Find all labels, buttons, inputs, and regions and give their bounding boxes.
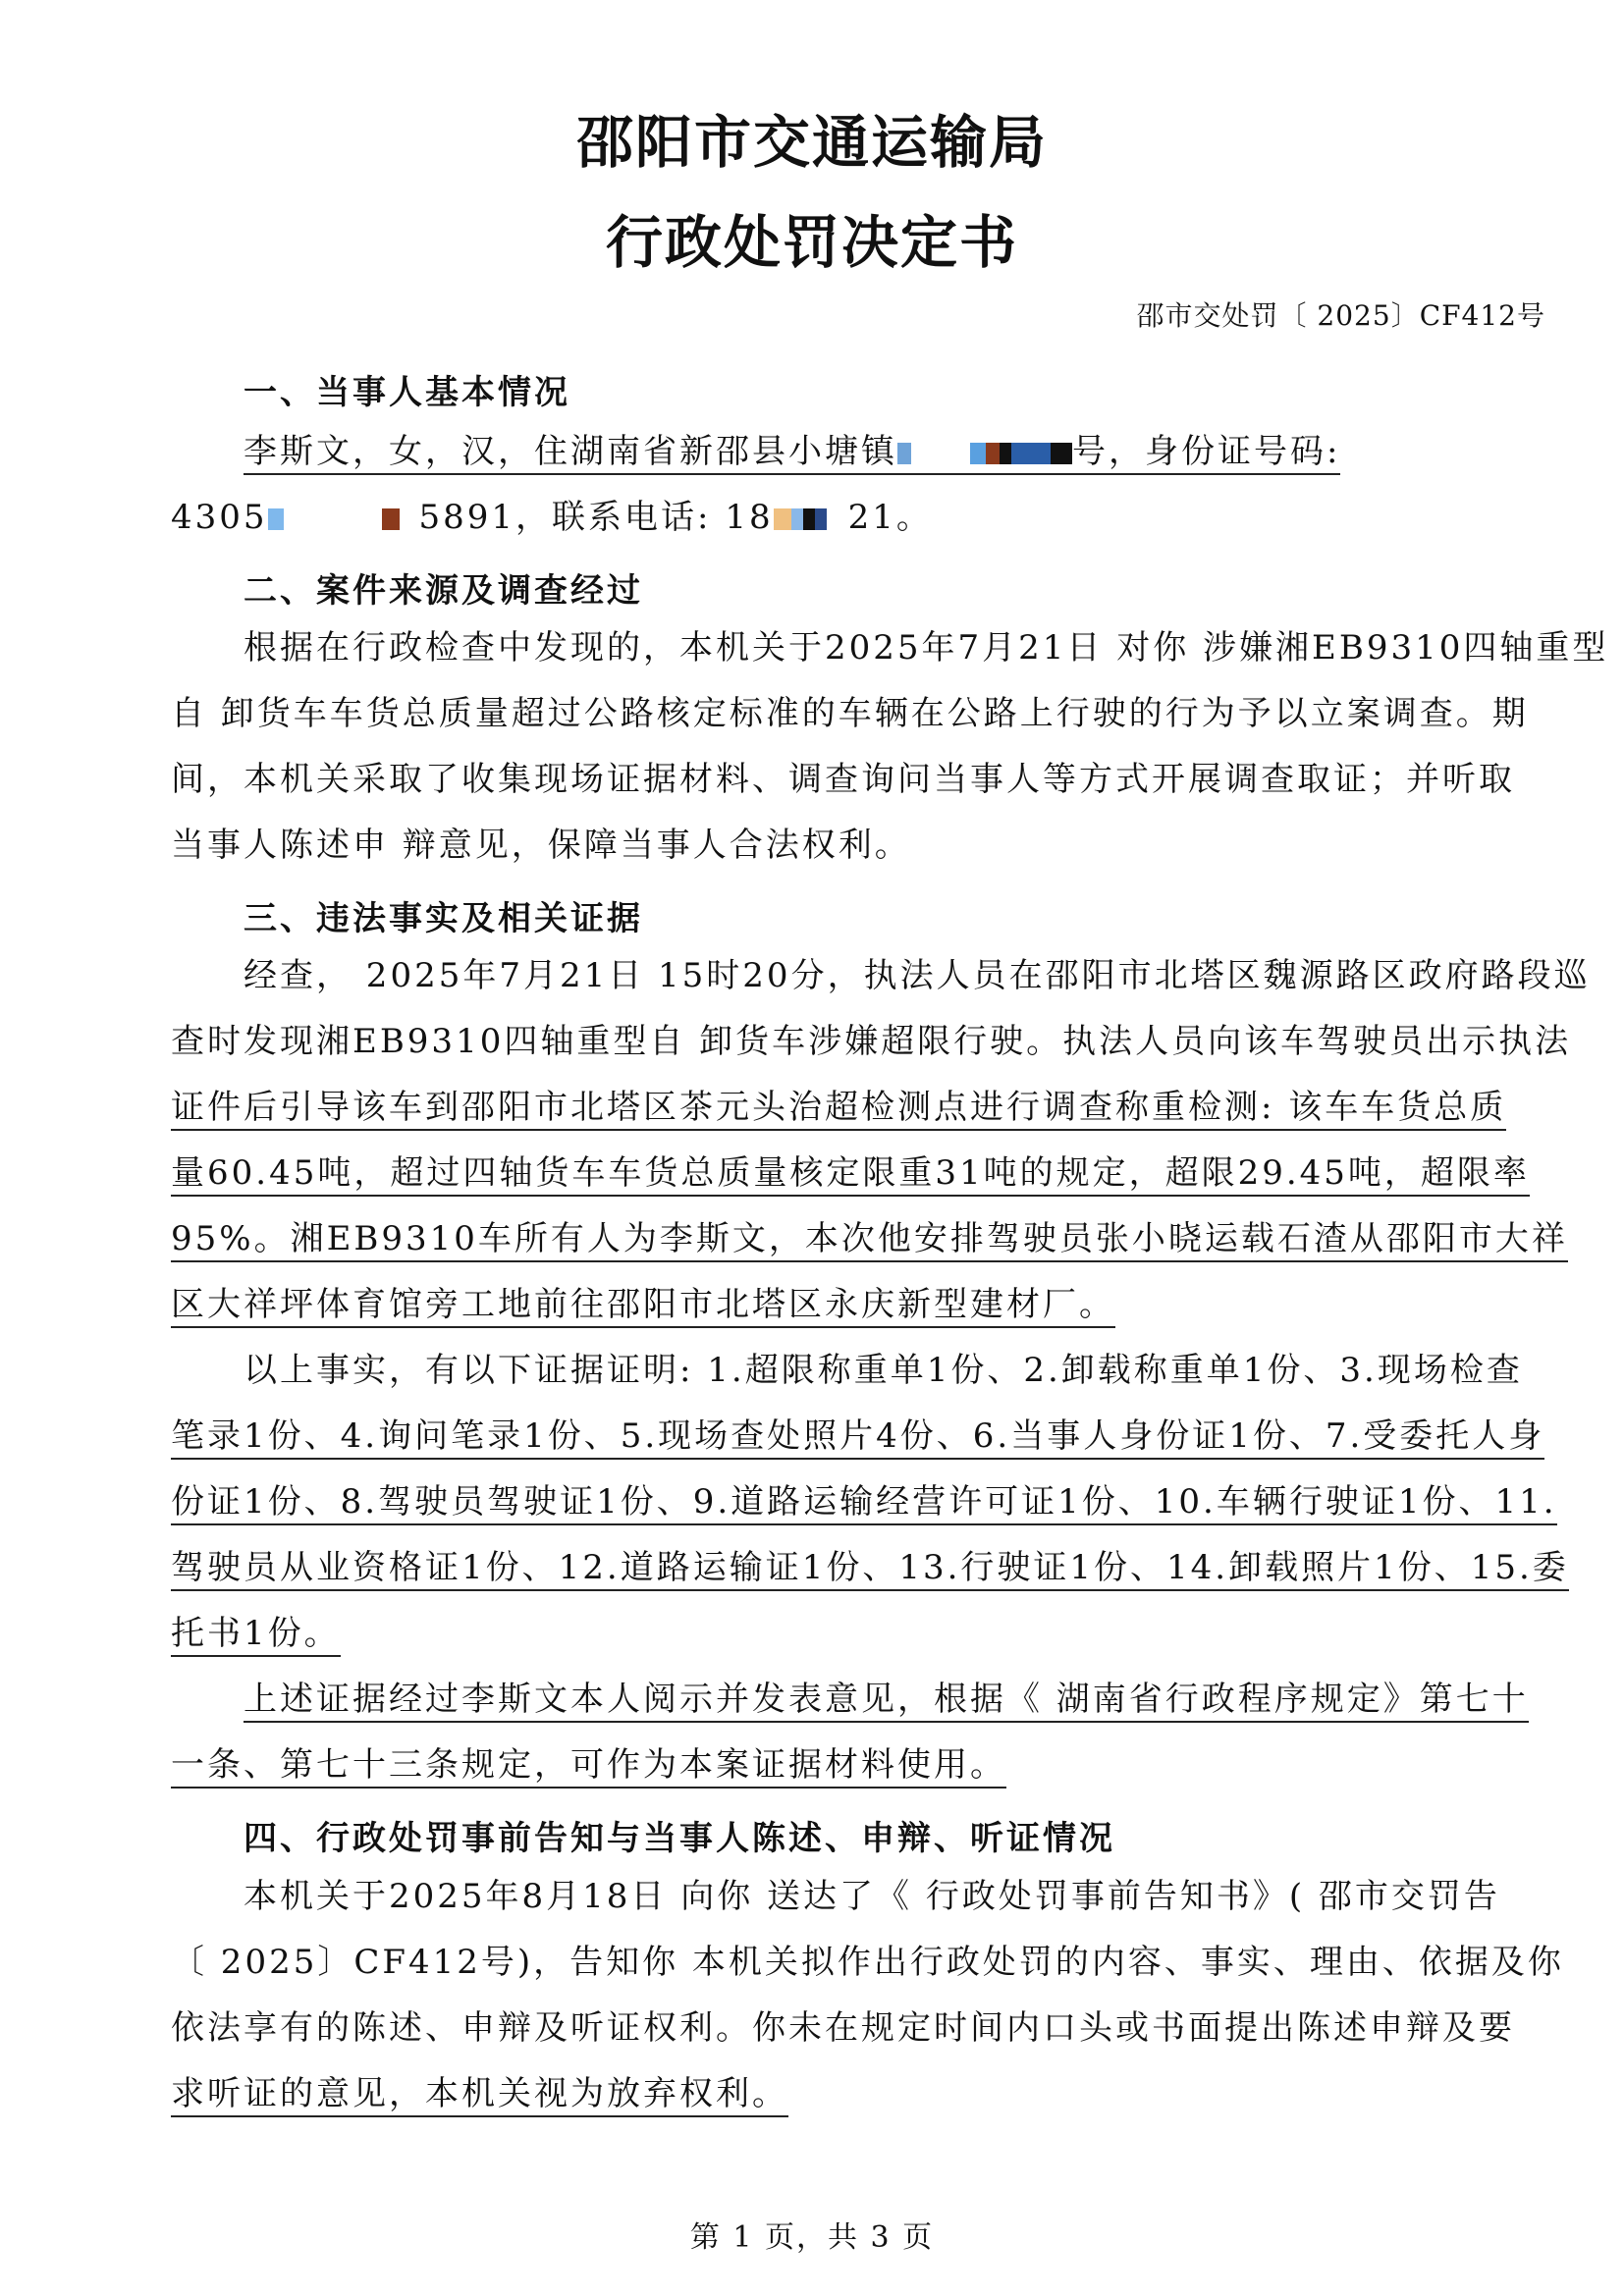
notice-line-2: 〔 2025〕CF412号)，告知你 本机关拟作出行政处罚的内容、事实、理由、依据及你 [171, 1943, 1564, 1982]
page-number: 第 1 页，共 3 页 [689, 2220, 935, 2255]
case-source-line-1: 根据在行政检查中发现的，本机关于2025年7月21日 对你 涉嫌湘EB9310四轴重型 [244, 628, 1609, 667]
case-source-line-4: 当事人陈述申 辩意见，保障当事人合法权利。 [171, 826, 911, 865]
document-type-title: 行政处罚决定书 [605, 209, 1018, 276]
notice-line-3: 依法享有的陈述、申辩及听证权利。你未在规定时间内口头或书面提出陈述申辩及要 [171, 2008, 1515, 2048]
facts-line-4: 量60.45吨，超过四轴货车车货总质量核定限重31吨的规定，超限29.45吨，超限率 [171, 1153, 1545, 1193]
section-2-heading: 二、案件来源及调查经过 [244, 571, 643, 611]
party-info-line-2: 4305 5891，联系电话: 18 21。 [171, 498, 933, 537]
case-source-line-3: 间，本机关采取了收集现场证据材料、调查询问当事人等方式开展调查取证；并听取 [171, 760, 1515, 799]
evidence-line-5: 托书1份。 [171, 1614, 1545, 1653]
party-info-line-1: 李斯文，女，汉，住湖南省新邵县小塘镇 号，身份证号码: [244, 432, 1618, 471]
facts-line-3: 证件后引导该车到邵阳市北塔区茶元头治超检测点进行调查称重检测: 该车车货总质 [171, 1088, 1545, 1127]
section-3-heading: 三、违法事实及相关证据 [244, 899, 643, 938]
section-4-heading: 四、行政处罚事前告知与当事人陈述、申辩、听证情况 [244, 1819, 1115, 1858]
evidence-line-3: 份证1份、8.驾驶员驾驶证1份、9.道路运输经营许可证1份、10.车辆行驶证1份、11. [171, 1482, 1545, 1522]
evidence-line-1: 以上事实，有以下证据证明: 1.超限称重单1份、2.卸载称重单1份、3.现场检查 [244, 1351, 1523, 1390]
case-source-line-2: 自 卸货车车货总质量超过公路核定标准的车辆在公路上行驶的行为予以立案调查。期 [171, 694, 1529, 733]
agency-title: 邵阳市交通运输局 [575, 109, 1048, 176]
evidence-line-4: 驾驶员从业资格证1份、12.道路运输证1份、13.行驶证1份、14.卸载照片1份、15.委 [171, 1548, 1545, 1587]
redacted-address [897, 432, 1072, 475]
section-1-heading: 一、当事人基本情况 [244, 373, 570, 412]
redacted-id [268, 498, 419, 537]
facts-line-2: 查时发现湘EB9310四轴重型自 卸货车涉嫌超限行驶。执法人员向该车驾驶员出示执法 [171, 1022, 1572, 1061]
evidence-review-line-2: 一条、第七十三条规定，可作为本案证据材料使用。 [171, 1745, 1545, 1785]
facts-line-1: 经查， 2025年7月21日 15时20分，执法人员在邵阳市北塔区魏源路区政府路段巡 [244, 956, 1591, 995]
evidence-review-line-1: 上述证据经过李斯文本人阅示并发表意见，根据《 湖南省行政程序规定》第七十 [244, 1680, 1618, 1719]
notice-line-1: 本机关于2025年8月18日 向你 送达了《 行政处罚事前告知书》( 邵市交罚告 [244, 1877, 1500, 1916]
notice-line-4: 求听证的意见，本机关视为放弃权利。 [171, 2074, 1545, 2113]
document-number: 邵市交处罚〔 2025〕CF412号 [1136, 299, 1545, 332]
facts-line-5: 95%。湘EB9310车所有人为李斯文，本次他安排驾驶员张小晓运载石渣从邵阳市大祥 [171, 1219, 1545, 1258]
evidence-line-2: 笔录1份、4.询问笔录1份、5.现场查处照片4份、6.当事人身份证1份、7.受委托人身 [171, 1416, 1545, 1456]
redacted-phone [774, 498, 848, 537]
facts-line-6: 区大祥坪体育馆旁工地前往邵阳市北塔区永庆新型建材厂。 [171, 1285, 1545, 1324]
